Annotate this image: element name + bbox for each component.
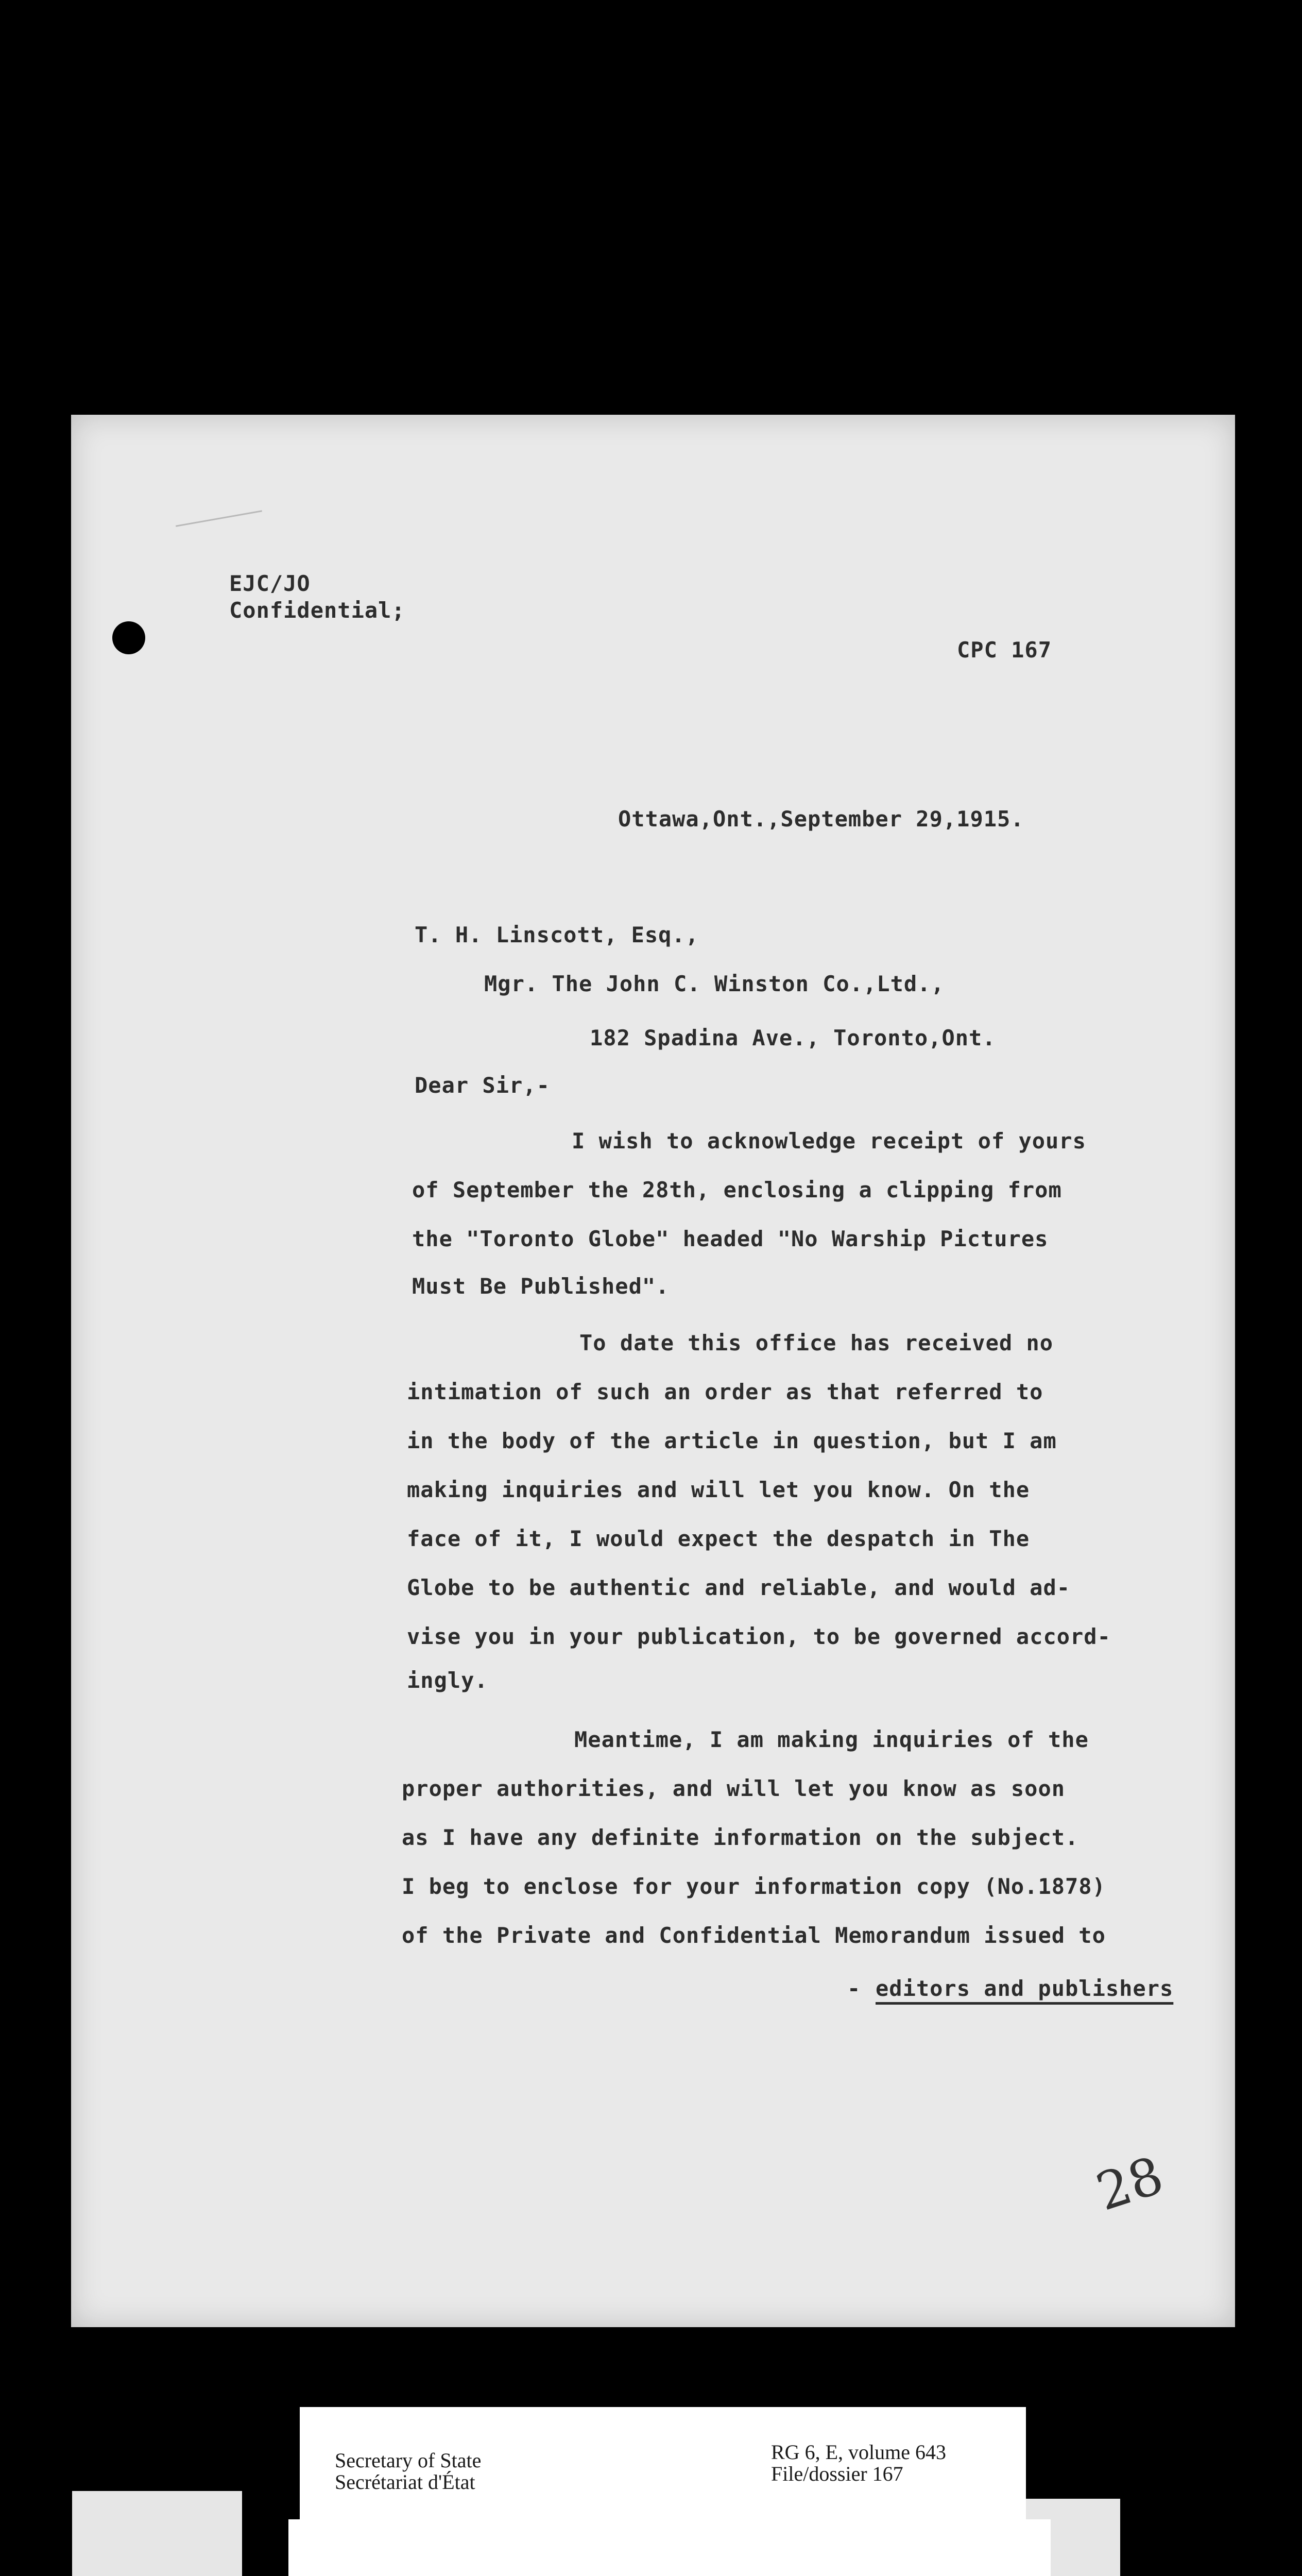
body-line: vise you in your publication, to be governed accord- xyxy=(407,1624,1111,1649)
body-line: the "Toronto Globe" headed "No Warship Pictures xyxy=(412,1226,1049,1251)
salutation: Dear Sir,- xyxy=(415,1073,550,1098)
date-line: Ottawa,Ont.,September 29,1915. xyxy=(618,806,1024,832)
body-line: Globe to be authentic and reliable, and would ad- xyxy=(407,1575,1071,1600)
classification-label: Confidential; xyxy=(229,598,405,623)
punch-hole xyxy=(112,621,145,654)
addressee-title: Mgr. The John C. Winston Co.,Ltd., xyxy=(484,971,945,996)
body-line: face of it, I would expect the despatch in The xyxy=(407,1526,1030,1551)
body-line: of the Private and Confidential Memorandum issued to xyxy=(402,1923,1106,1948)
body-line: I wish to acknowledge receipt of yours xyxy=(572,1128,1086,1154)
body-line: To date this office has received no xyxy=(579,1330,1054,1355)
body-line: making inquiries and will let you know. On the xyxy=(407,1477,1030,1502)
addressee-address: 182 Spadina Ave., Toronto,Ont. xyxy=(590,1025,996,1050)
body-line: in the body of the article in question, but I am xyxy=(407,1428,1057,1453)
department-fr: Secrétariat d'État xyxy=(335,2470,475,2494)
body-line: I beg to enclose for your information copy (No.1878) xyxy=(402,1874,1106,1899)
letter-page xyxy=(71,415,1235,2327)
body-line: intimation of such an order as that referred to xyxy=(407,1379,1043,1404)
body-line: as I have any definite information on the subject. xyxy=(402,1825,1079,1850)
reference-initials: EJC/JO xyxy=(229,571,311,596)
body-line: ingly. xyxy=(407,1668,488,1693)
file-code: CPC 167 xyxy=(957,637,1052,663)
body-line: of September the 28th, enclosing a clipping from xyxy=(412,1177,1062,1202)
public-archives-stamp xyxy=(288,2519,1051,2576)
film-leader-left xyxy=(72,2491,242,2576)
body-line: Meantime, I am making inquiries of the xyxy=(574,1727,1089,1752)
department-en: Secretary of State xyxy=(335,2449,482,2472)
record-group: RG 6, E, volume 643 xyxy=(771,2441,946,2464)
file-number: File/dossier 167 xyxy=(771,2462,903,2485)
continuation-dash: - xyxy=(847,1976,861,2001)
addressee-name: T. H. Linscott, Esq., xyxy=(415,922,699,947)
body-line: Must Be Published". xyxy=(412,1274,670,1299)
catchword: editors and publishers xyxy=(876,1976,1174,2001)
body-line: proper authorities, and will let you know as soon xyxy=(402,1776,1066,1801)
page-number-mark: 28 xyxy=(1089,2145,1171,2223)
